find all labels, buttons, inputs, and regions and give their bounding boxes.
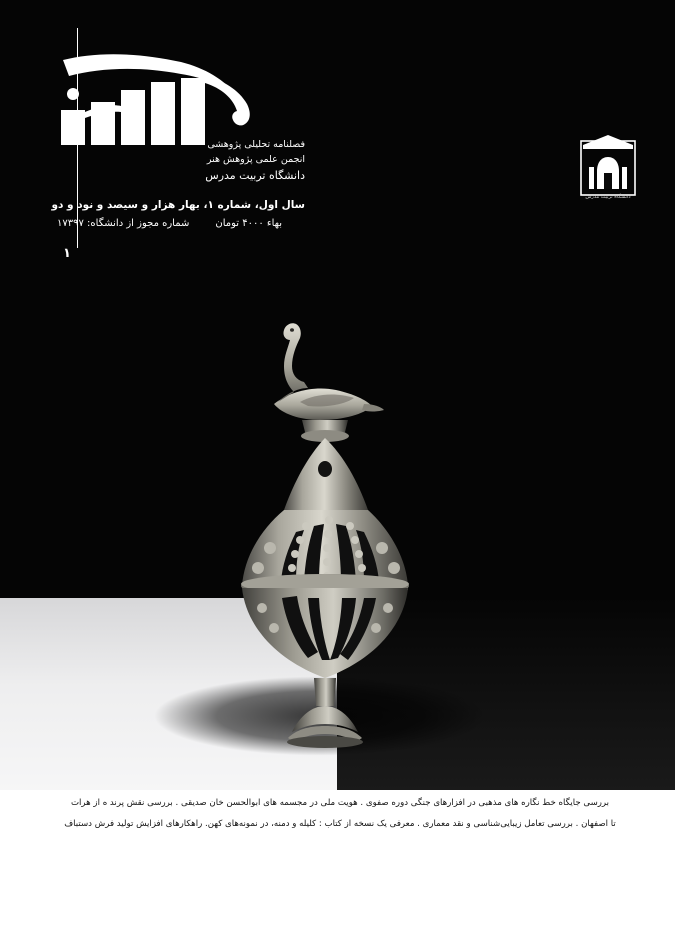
cover-contents-list: [40, 793, 640, 835]
subtitle-line-3: دانشگاه تربیت مدرس: [205, 169, 305, 183]
bird-finial-incense-burner-photograph: [196, 286, 476, 764]
subtitle-line-1: فصلنامه تحلیلی پژوهشی: [207, 139, 305, 150]
tarbiat-modares-university-emblem-icon: [579, 133, 637, 197]
issue-license-number: شماره مجوز از دانشگاه: ۱۷۳۹۷: [57, 217, 190, 229]
issue-license-row: [57, 215, 305, 233]
issue-number-mark: ۱: [63, 246, 71, 261]
issue-meta: [51, 196, 305, 233]
masthead: [51, 28, 305, 261]
contents-line-2: تا اصفهان . بررسی تعامل زیبایی‌شناسی و نقد معماری . معرفی یک نسخه از کتاب : کلیله و دمنه، در نمونه‌های کهن. راهکارهای افزایش تولید فرش دستباف: [64, 819, 616, 830]
contents-line-1: بررسی جایگاه خط نگاره های مذهبی در افزارهای جنگی دوره صفوی . هویت ملی در مجسمه های ابوالحسن خان صدیقی . بررسی نقش پرند ه از هرات: [70, 798, 610, 808]
issue-date-line: سال اول، شماره ۱، بهار هزار و سیصد و نود و دو: [51, 199, 305, 211]
emblem-caption: دانشگاه تربیت مدرس: [585, 194, 631, 200]
subtitle-line-2: انجمن علمی پژوهش هنر: [206, 153, 305, 165]
journal-subtitle: [115, 138, 305, 184]
issue-price: بهاء ۴۰۰۰ تومان: [215, 217, 283, 229]
journal-wordmark-logo: [55, 50, 270, 145]
